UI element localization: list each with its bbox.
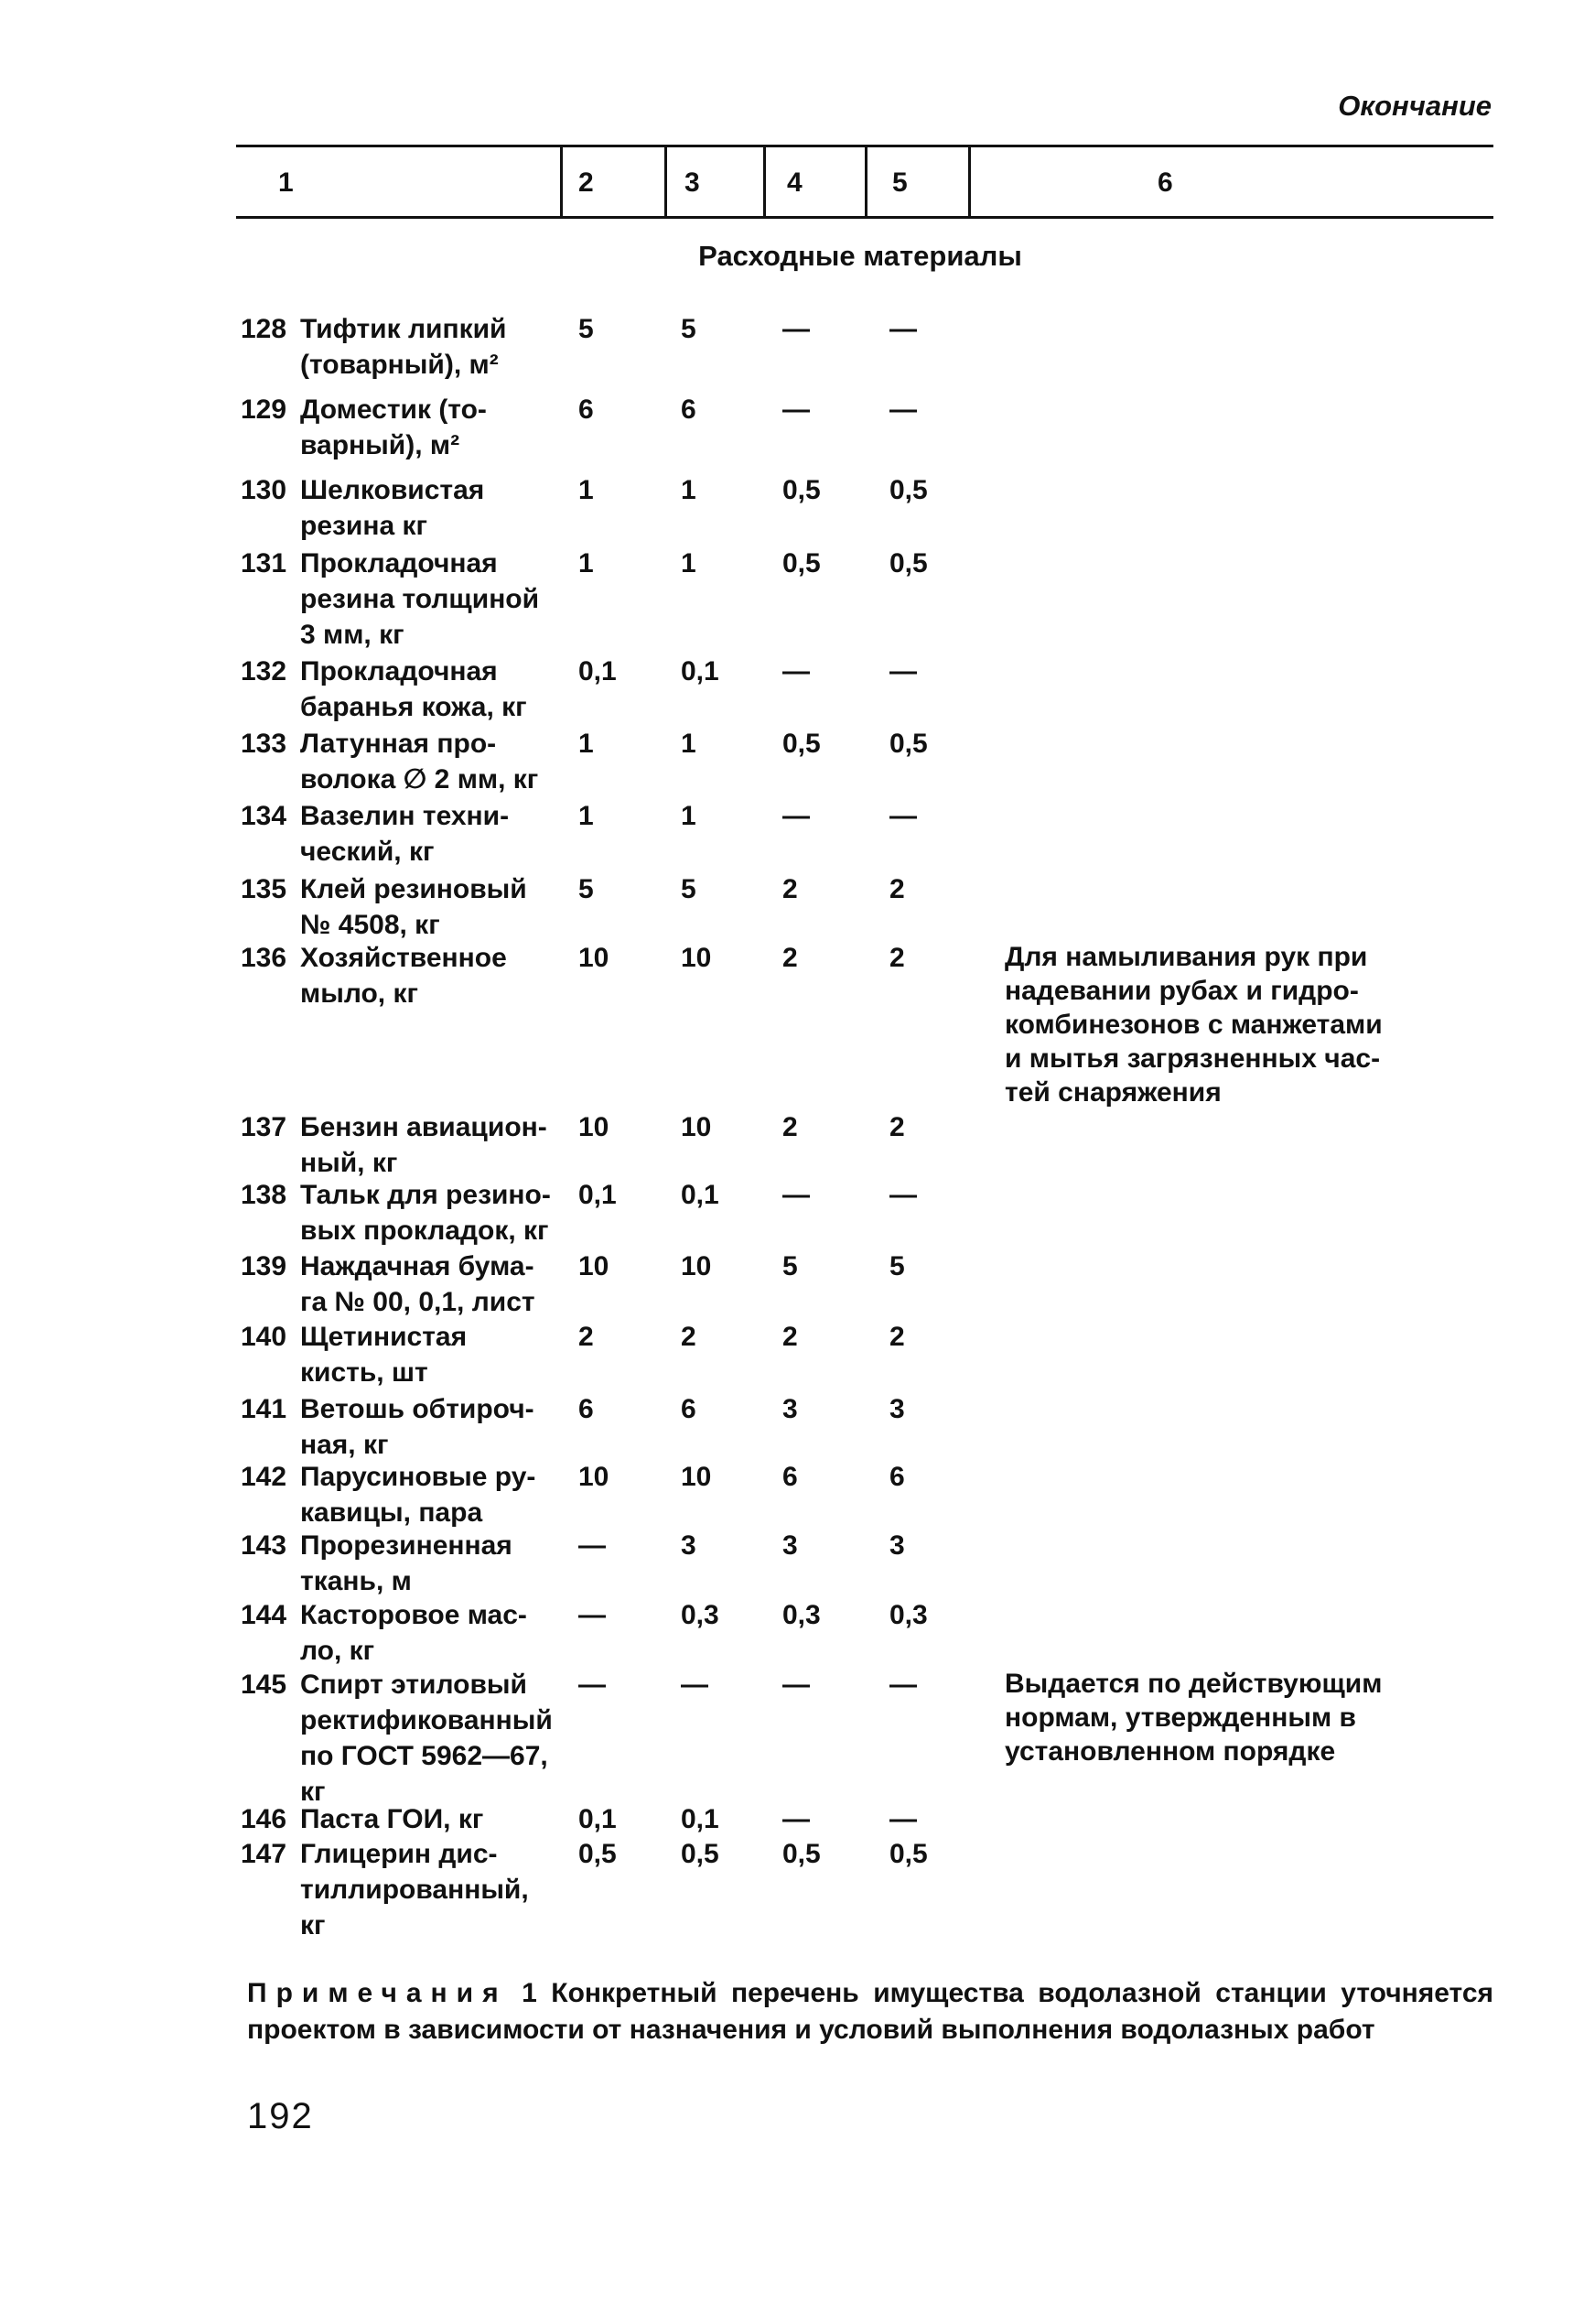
row-value-col3: 5	[681, 314, 696, 344]
row-value-col4: 0,5	[782, 475, 821, 505]
row-number: 142	[241, 1462, 287, 1492]
row-value-col5: 0,5	[889, 548, 928, 578]
row-value-col2: —	[578, 1600, 606, 1630]
page-number: 192	[247, 2096, 314, 2136]
row-value-col2: 2	[578, 1322, 594, 1352]
row-value-col3: 6	[681, 395, 696, 425]
row-number: 144	[241, 1600, 287, 1630]
header-divider	[763, 145, 766, 219]
row-value-col3: 3	[681, 1530, 696, 1561]
row-remark: Для намыливания рук при надевании рубах и гидро- комбинезонов с манжетами и мытья загрязненных час- тей снаряжения	[1005, 942, 1383, 1108]
row-name: Спирт этиловый ректификованный по ГОСТ 5962—67, кг	[300, 1670, 553, 1807]
row-name: Касторовое мас- ло, кг	[300, 1600, 527, 1666]
row-value-col3: 0,1	[681, 1804, 719, 1834]
row-value-col2: 10	[578, 1462, 609, 1492]
row-name: Бензин авиацион- ный, кг	[300, 1112, 547, 1178]
row-value-col5: —	[889, 395, 917, 425]
row-value-col3: 1	[681, 801, 696, 831]
row-value-col4: 3	[782, 1394, 798, 1424]
row-number: 130	[241, 475, 287, 505]
row-value-col2: 1	[578, 548, 594, 578]
header-divider	[865, 145, 867, 219]
row-value-col4: 0,3	[782, 1600, 821, 1630]
column-number: 3	[684, 168, 700, 198]
row-number: 145	[241, 1670, 287, 1700]
row-value-col5: 6	[889, 1462, 905, 1492]
row-value-col5: —	[889, 1804, 917, 1834]
row-value-col3: 2	[681, 1322, 696, 1352]
row-value-col3: 10	[681, 943, 712, 973]
row-value-col4: 2	[782, 1322, 798, 1352]
row-name: Тифтик липкий (товарный), м²	[300, 314, 507, 380]
row-number: 133	[241, 729, 287, 759]
row-value-col4: 6	[782, 1462, 798, 1492]
row-value-col2: 6	[578, 395, 594, 425]
row-value-col2: 10	[578, 1112, 609, 1142]
row-name: Вазелин техни- ческий, кг	[300, 801, 510, 867]
row-value-col3: 0,5	[681, 1839, 719, 1869]
row-value-col4: 0,5	[782, 729, 821, 759]
row-number: 147	[241, 1839, 287, 1869]
row-name: Прокладочная баранья кожа, кг	[300, 656, 527, 722]
row-value-col5: 3	[889, 1394, 905, 1424]
row-value-col3: 1	[681, 475, 696, 505]
row-value-col3: 10	[681, 1251, 712, 1281]
row-remark: Выдается по действующим нормам, утвержденным в установленном порядке	[1005, 1669, 1383, 1767]
row-value-col2: 6	[578, 1394, 594, 1424]
row-value-col5: —	[889, 656, 917, 686]
row-value-col4: 0,5	[782, 548, 821, 578]
row-name: Прорезиненная ткань, м	[300, 1530, 512, 1596]
row-name: Наждачная бума- га № 00, 0,1, лист	[300, 1251, 535, 1317]
row-value-col5: 2	[889, 1322, 905, 1352]
row-number: 136	[241, 943, 287, 973]
row-name: Доместик (то- варный), м²	[300, 395, 487, 460]
row-value-col3: 10	[681, 1462, 712, 1492]
header-divider	[664, 145, 667, 219]
row-value-col3: 5	[681, 874, 696, 904]
row-value-col4: —	[782, 801, 810, 831]
header-divider	[968, 145, 971, 219]
row-value-col2: 1	[578, 801, 594, 831]
row-value-col2: 0,5	[578, 1839, 617, 1869]
row-value-col4: —	[782, 1670, 810, 1700]
row-number: 146	[241, 1804, 287, 1834]
column-number: 6	[1158, 168, 1173, 198]
column-number: 2	[578, 168, 594, 198]
row-value-col5: 5	[889, 1251, 905, 1281]
row-number: 128	[241, 314, 287, 344]
row-number: 135	[241, 874, 287, 904]
row-value-col5: —	[889, 1180, 917, 1210]
row-value-col3: 10	[681, 1112, 712, 1142]
row-value-col3: 1	[681, 548, 696, 578]
row-value-col4: —	[782, 1180, 810, 1210]
row-value-col5: —	[889, 314, 917, 344]
row-value-col3: —	[681, 1670, 708, 1700]
row-value-col4: —	[782, 395, 810, 425]
row-value-col3: 6	[681, 1394, 696, 1424]
row-value-col2: 1	[578, 729, 594, 759]
continuation-label: Окончание	[1338, 90, 1492, 122]
row-name: Прокладочная резина толщиной 3 мм, кг	[300, 548, 540, 650]
row-value-col2: 0,1	[578, 1180, 617, 1210]
row-number: 141	[241, 1394, 287, 1424]
row-value-col2: 10	[578, 943, 609, 973]
row-name: Шелковистая резина кг	[300, 475, 485, 541]
row-value-col2: 0,1	[578, 656, 617, 686]
row-value-col5: 0,5	[889, 729, 928, 759]
notes-text: 1 Конкретный перечень имущества водолазной станции уточняется проектом в зависимости от назначения и условий выполнения водолазных работ	[247, 1978, 1494, 2045]
row-value-col2: 1	[578, 475, 594, 505]
notes-paragraph	[247, 1975, 1493, 2048]
row-number: 138	[241, 1180, 287, 1210]
row-name: Тальк для резино- вых прокладок, кг	[300, 1180, 551, 1246]
row-number: 131	[241, 548, 287, 578]
row-number: 134	[241, 801, 287, 831]
row-value-col5: 2	[889, 943, 905, 973]
row-number: 137	[241, 1112, 287, 1142]
row-value-col5: —	[889, 1670, 917, 1700]
row-value-col2: 10	[578, 1251, 609, 1281]
row-name: Хозяйственное мыло, кг	[300, 943, 507, 1009]
row-value-col5: 0,5	[889, 475, 928, 505]
row-value-col3: 0,1	[681, 1180, 719, 1210]
column-number: 1	[278, 168, 294, 198]
row-value-col4: —	[782, 656, 810, 686]
row-name: Паста ГОИ, кг	[300, 1804, 484, 1834]
row-name: Парусиновые ру- кавицы, пара	[300, 1462, 536, 1528]
row-name: Глицерин дис- тиллированный, кг	[300, 1839, 529, 1940]
row-value-col4: —	[782, 1804, 810, 1834]
row-name: Щетинистая кисть, шт	[300, 1322, 468, 1388]
row-value-col2: 0,1	[578, 1804, 617, 1834]
row-value-col4: 2	[782, 943, 798, 973]
row-name: Клей резиновый № 4508, кг	[300, 874, 527, 940]
header-divider	[560, 145, 563, 219]
row-value-col4: 0,5	[782, 1839, 821, 1869]
row-value-col3: 0,3	[681, 1600, 719, 1630]
row-value-col4: 2	[782, 874, 798, 904]
column-number: 5	[892, 168, 908, 198]
row-value-col5: 0,5	[889, 1839, 928, 1869]
notes-label: Примечания	[247, 1978, 508, 2008]
row-value-col2: —	[578, 1530, 606, 1561]
row-value-col3: 0,1	[681, 656, 719, 686]
row-value-col4: 5	[782, 1251, 798, 1281]
row-number: 139	[241, 1251, 287, 1281]
row-number: 129	[241, 395, 287, 425]
row-value-col2: —	[578, 1670, 606, 1700]
row-name: Латунная про- волока ∅ 2 мм, кг	[300, 729, 539, 794]
row-value-col2: 5	[578, 314, 594, 344]
row-value-col5: 2	[889, 1112, 905, 1142]
row-value-col4: —	[782, 314, 810, 344]
row-value-col5: —	[889, 801, 917, 831]
row-value-col5: 2	[889, 874, 905, 904]
row-value-col4: 2	[782, 1112, 798, 1142]
row-value-col4: 3	[782, 1530, 798, 1561]
row-value-col3: 1	[681, 729, 696, 759]
row-number: 140	[241, 1322, 287, 1352]
column-number: 4	[787, 168, 803, 198]
section-title: Расходные материалы	[698, 240, 1022, 272]
row-value-col5: 0,3	[889, 1600, 928, 1630]
row-value-col5: 3	[889, 1530, 905, 1561]
row-value-col2: 5	[578, 874, 594, 904]
row-number: 143	[241, 1530, 287, 1561]
row-name: Ветошь обтироч- ная, кг	[300, 1394, 534, 1460]
row-number: 132	[241, 656, 287, 686]
